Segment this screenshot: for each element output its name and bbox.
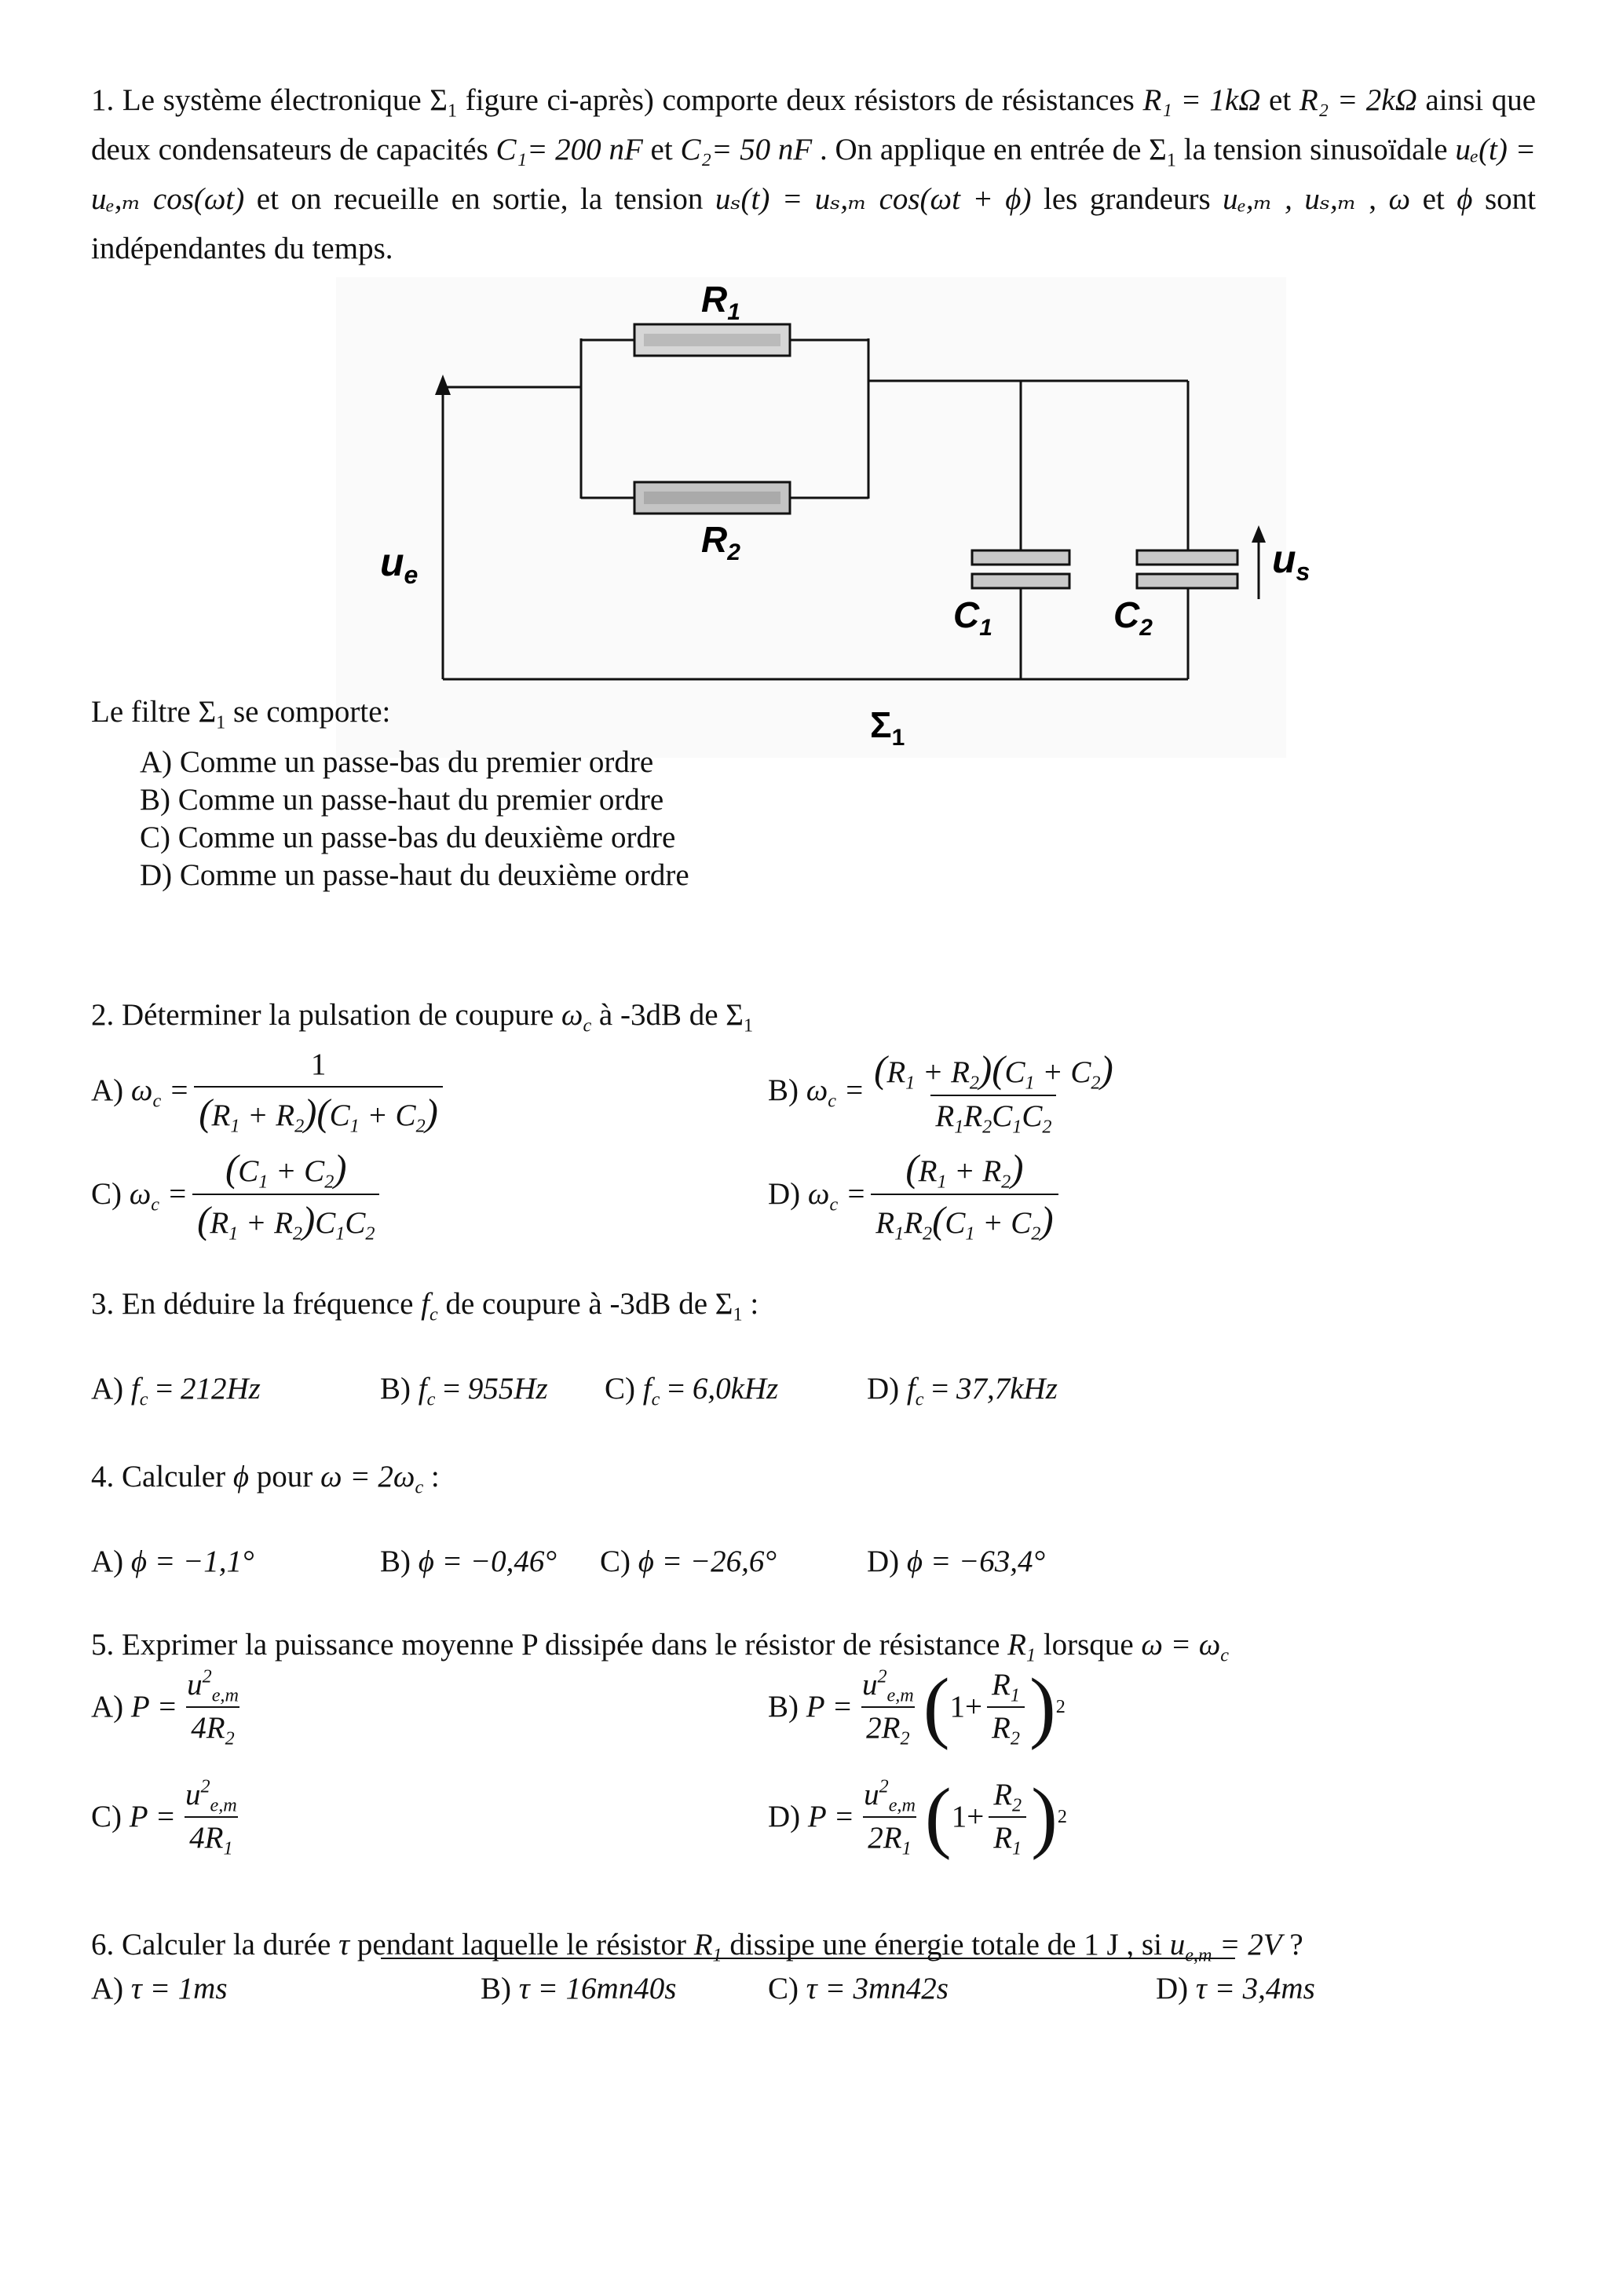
q5-option-b[interactable]: B) P = $\frac{u^2_{e,m}}{2R_2}$ ( 1+ $\frac{R_1}{R_2}$ ) 2 [768, 1662, 1066, 1751]
filter-option-c[interactable]: C) Comme un passe-bas du deuxième ordre [140, 820, 676, 854]
exercise-page [91, 75, 1537, 2005]
q5 [91, 1622, 1536, 1861]
capacitor-c2-plate-bottom [1137, 574, 1237, 588]
q2 [91, 993, 1536, 1245]
filter-option-b[interactable]: B) Comme un passe-haut du premier ordre [140, 782, 664, 817]
label-c2: $C_2$ [1113, 594, 1153, 641]
q5-option-d[interactable]: D) P = $\frac{u^2_{e,m}}{2R_1}$ ( 1+ $\frac{R_2}{R_1}$ ) 2 [768, 1772, 1067, 1861]
q3-option-d[interactable]: D) $f_c = 37,7kHz$ [867, 1372, 1058, 1410]
capacitor-c1-plate-top [972, 550, 1069, 565]
q6-option-c[interactable]: C) τ = 3mn42s [768, 1972, 949, 2005]
q2-option-b[interactable]: B) $\omega_c$ = $\frac{(R_1 + R_2)(C_1 + C_2)}{R_1R_2C_1C_2}$ [768, 1048, 1113, 1138]
q4 [91, 1454, 1536, 1578]
q6-option-b[interactable]: B) τ = 16mn40s [481, 1972, 677, 2005]
q2-option-a[interactable]: A) $\omega_c$ = $\frac{1}{(R_1 + R_2)(C_1 + C_2)}$ [91, 1047, 448, 1135]
label-r2: $R_2$ [701, 519, 740, 565]
capacitor-c2-plate-top [1137, 550, 1237, 565]
q2-text: 2. Déterminer la pulsation de coupure $\omega_c$ à -3dB de $\Sigma_1$ [91, 998, 754, 1036]
label-us: $u_s$ [1272, 537, 1310, 586]
q5-option-a[interactable]: A) P = $\frac{u^2_{e,m}}{4R_2}$ [91, 1665, 239, 1749]
circuit-svg [336, 277, 1310, 758]
filter-question [91, 689, 1536, 894]
q3 [91, 1281, 1536, 1410]
label-ue: $u_e$ [380, 540, 419, 589]
filter-lead: Le filtre $\Sigma_1$ se comporte: [91, 695, 391, 733]
q5-option-c[interactable]: C) P = $\frac{u^2_{e,m}}{4R_1}$ [91, 1775, 237, 1859]
resistor-texture [644, 334, 780, 504]
q3-option-c[interactable]: C) $f_c = 6,0kHz$ [605, 1372, 779, 1410]
ue-arrow-head [435, 375, 451, 395]
q4-option-c[interactable]: C) ϕ = −26,6° [600, 1545, 777, 1578]
q3-option-b[interactable]: B) $f_c = 955Hz$ [380, 1372, 548, 1410]
q4-option-d[interactable]: D) ϕ = −63,4° [867, 1545, 1046, 1578]
label-sigma: $\Sigma_1$ [870, 704, 905, 751]
filter-option-a[interactable]: A) Comme un passe-bas du premier ordre [140, 744, 654, 779]
circuit-diagram [336, 277, 1310, 758]
separator-line [381, 1958, 1235, 1959]
q4-option-b[interactable]: B) ϕ = −0,46° [380, 1545, 557, 1578]
q4-option-a[interactable]: A) ϕ = −1,1° [91, 1545, 254, 1578]
q3-option-a[interactable]: A) $f_c = 212Hz$ [91, 1372, 261, 1410]
filter-options [140, 744, 1536, 894]
q1-intro: 1. Le système électronique $\Sigma_1$ figure ci-après) comporte deux résistors de résistances R₁ = 1kΩ et R₂ = 2kΩ ainsi que deux condensateurs de capacités C₁= 200 nF et C₂= 50 nF . On applique en entrée de $\Sigma_1$ la tension sinusoïdale uₑ(t) = uₑ,ₘ cos(ωt) et on recueille en sortie, la tension uₛ(t) = uₛ,ₘ cos(ωt + ϕ) les grandeurs uₑ,ₘ , uₛ,ₘ , ω et ϕ sont indépendantes du temps. [91, 83, 1537, 265]
us-arrow-head [1252, 525, 1266, 543]
q2-option-c[interactable]: C) $\omega_c$ = $\frac{(C_1 + C_2)}{(R_1 + R_2)C_1C_2}$ [91, 1146, 384, 1242]
q6 [91, 1922, 1536, 2005]
label-r1: $R_1$ [701, 279, 740, 325]
filter-option-d[interactable]: D) Comme un passe-haut du deuxième ordre [140, 857, 689, 892]
q5-text: 5. Exprimer la puissance moyenne P dissipée dans le résistor de résistance $R_1$ lorsque $\omega = \omega_c$ [91, 1628, 1230, 1666]
capacitor-c1-plate-bottom [972, 574, 1069, 588]
q4-text: 4. Calculer ϕ pour $\omega = 2\omega_c$ : [91, 1460, 440, 1498]
q2-option-d[interactable]: D) $\omega_c$ = $\frac{(R_1 + R_2)}{R_1R_2(C_1 + C_2)}$ [768, 1146, 1063, 1242]
q6-text: 6. Calculer la durée τ pendant laquelle le résistor $R_1$ dissipe une énergie totale de 1 J , si $u_{e,m} = 2V$ ? [91, 1928, 1303, 1966]
label-c1: $C_1$ [953, 594, 992, 641]
q6-option-a[interactable]: A) τ = 1ms [91, 1972, 228, 2005]
q3-text: 3. En déduire la fréquence $f_c$ de coupure à -3dB de $\Sigma_1$ : [91, 1287, 759, 1325]
q6-option-d[interactable]: D) τ = 3,4ms [1156, 1972, 1315, 2005]
